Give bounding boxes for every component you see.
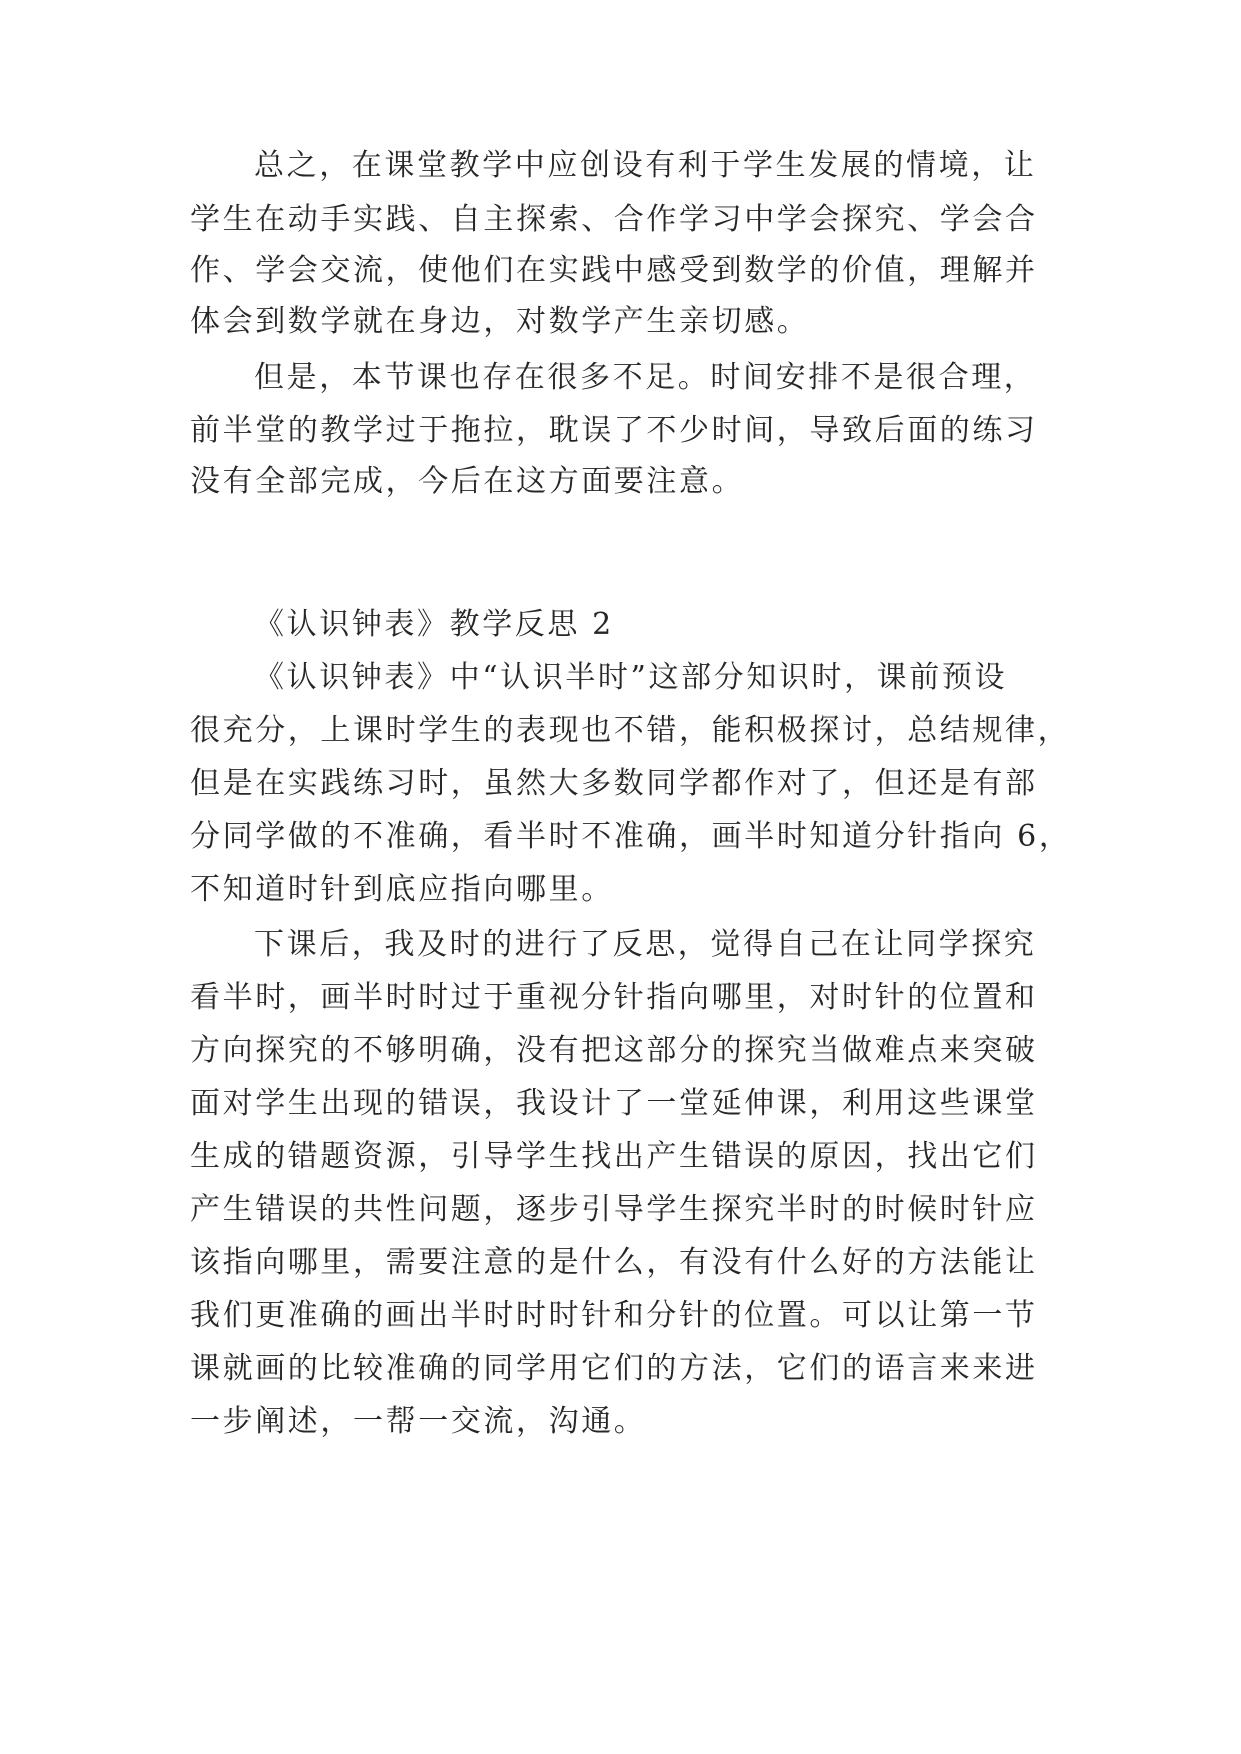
paragraph-line: 但是，本节课也存在很多不足。时间安排不是很合理，	[254, 360, 1037, 395]
paragraph-line: 分同学做的不准确，看半时不准确，画半时知道分针指向 6，	[190, 819, 1072, 854]
paragraph-line: 前半堂的教学过于拖拉，耽误了不少时间，导致后面的练习	[190, 413, 1038, 448]
paragraph-line: 不知道时针到底应指向哪里。	[190, 872, 614, 907]
paragraph-line: 体会到数学就在身边，对数学产生亲切感。	[190, 304, 810, 339]
paragraph-line: 该指向哪里，需要注意的是什么，有没有什么好的方法能让	[190, 1245, 1038, 1280]
paragraph-line: 面对学生出现的错误，我设计了一堂延伸课，利用这些课堂	[190, 1086, 1038, 1121]
paragraph-line: 没有全部完成，今后在这方面要注意。	[190, 464, 745, 499]
paragraph-line: 我们更准确的画出半时时时针和分针的位置。可以让第一节	[190, 1298, 1038, 1333]
paragraph-line: 看半时，画半时时过于重视分针指向哪里，对时针的位置和	[190, 980, 1038, 1015]
paragraph-line: 作、学会交流，使他们在实践中感受到数学的价值，理解并	[190, 253, 1038, 288]
paragraph-line: 学生在动手实践、自主探索、合作学习中学会探究、学会合	[190, 202, 1038, 237]
paragraph-line: 一步阐述，一帮一交流，沟通。	[190, 1404, 647, 1439]
paragraph-line: 生成的错题资源，引导学生找出产生错误的原因，找出它们	[190, 1139, 1038, 1174]
paragraph-line: 《认识钟表》中“认识半时”这部分知识时，课前预设	[254, 660, 1008, 695]
paragraph-line: 下课后，我及时的进行了反思，觉得自己在让同学探究	[254, 927, 1037, 962]
paragraph-line: 总之，在课堂教学中应创设有利于学生发展的情境，让	[254, 148, 1037, 183]
section-heading: 《认识钟表》教学反思 2	[254, 607, 614, 642]
paragraph-line: 很充分，上课时学生的表现也不错，能积极探讨，总结规律，	[190, 713, 1071, 748]
paragraph-line: 方向探究的不够明确，没有把这部分的探究当做难点来突破	[190, 1033, 1038, 1068]
paragraph-line: 产生错误的共性问题，逐步引导学生探究半时的时候时针应	[190, 1192, 1038, 1227]
paragraph-line: 但是在实践练习时，虽然大多数同学都作对了，但还是有部	[190, 766, 1038, 801]
paragraph-line: 课就画的比较准确的同学用它们的方法，它们的语言来来进	[190, 1351, 1038, 1386]
